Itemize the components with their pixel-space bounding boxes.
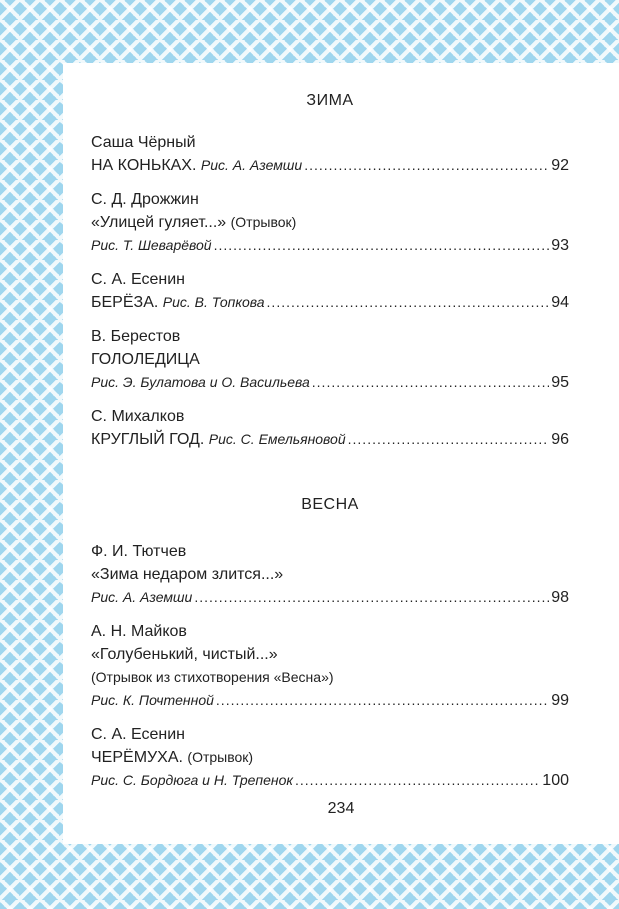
page-number: 234 [327,800,355,817]
entry-title: НА КОНЬКАХ. [91,157,197,174]
entry-illustrator-line[interactable] [91,234,569,257]
entry-illustrator: Рис. К. Почтенной [91,692,214,708]
entry-note: (Отрывок) [187,749,254,765]
entry-title: «Голубенький, чистый...» [91,646,278,663]
section-title: ВЕСНА [301,496,359,513]
leader-dots [304,154,549,177]
entry-illustrator: Рис. А. Аземши [200,157,303,173]
section-spring [91,495,569,515]
entry-illustrator-line[interactable] [91,689,569,712]
toc-entry [91,405,569,451]
entry-author: А. Н. Майков [91,623,187,640]
entry-illustrator: Рис. Э. Булатова и О. Васильева [91,374,310,390]
leader-dots [312,371,549,394]
entry-title: «Зима недаром злится...» [91,566,284,583]
entry-page: 95 [551,374,569,391]
leader-dots [295,769,540,792]
entry-note: (Отрывок из стихотворения «Весна») [91,669,334,685]
book-page [63,63,619,844]
section-winter-entries [91,131,569,462]
entry-page: 100 [542,772,569,789]
entry-author: С. Д. Дрожжин [91,191,199,208]
section-winter [91,91,569,111]
toc-entry [91,620,569,712]
leader-dots [216,689,549,712]
entry-title: «Улицей гуляет...» [91,214,227,231]
toc-entry [91,188,569,257]
entry-title-line[interactable] [91,291,569,314]
entry-author: Саша Чёрный [91,134,196,151]
section-spring-entries [91,540,569,803]
toc-entry [91,325,569,394]
entry-page: 94 [551,294,569,311]
toc-entry [91,131,569,177]
toc-entry [91,723,569,792]
entry-illustrator: Рис. С. Бордюга и Н. Трепенок [91,772,293,788]
entry-page: 92 [551,157,569,174]
entry-illustrator-line[interactable] [91,769,569,792]
entry-title: ЧЕРЁМУХА. [91,749,183,766]
entry-title: БЕРЁЗА. [91,294,159,311]
section-title: ЗИМА [306,92,354,109]
entry-page: 96 [551,431,569,448]
entry-illustrator: Рис. Т. Шеварёвой [91,237,212,253]
entry-author: С. Михалков [91,408,185,425]
entry-page: 98 [551,589,569,606]
leader-dots [267,291,550,314]
leader-dots [214,234,550,257]
entry-page: 99 [551,692,569,709]
entry-illustrator: Рис. А. Аземши [91,589,193,605]
entry-note: (Отрывок) [230,214,297,230]
entry-title-line[interactable] [91,428,569,451]
entry-author: С. А. Есенин [91,726,186,743]
entry-illustrator: Рис. В. Топкова [162,294,265,310]
entry-title-line[interactable] [91,154,569,177]
entry-title: ГОЛОЛЕДИЦА [91,351,200,368]
entry-illustrator-line[interactable] [91,586,569,609]
toc-entry [91,268,569,314]
entry-author: В. Берестов [91,328,181,345]
entry-author: С. А. Есенин [91,271,186,288]
entry-page: 93 [551,237,569,254]
toc-entry [91,540,569,609]
entry-illustrator-line[interactable] [91,371,569,394]
entry-author: Ф. И. Тютчев [91,543,187,560]
leader-dots [194,586,549,609]
leader-dots [348,428,550,451]
entry-title: КРУГЛЫЙ ГОД. [91,431,205,448]
entry-illustrator: Рис. С. Емельяновой [208,431,346,447]
